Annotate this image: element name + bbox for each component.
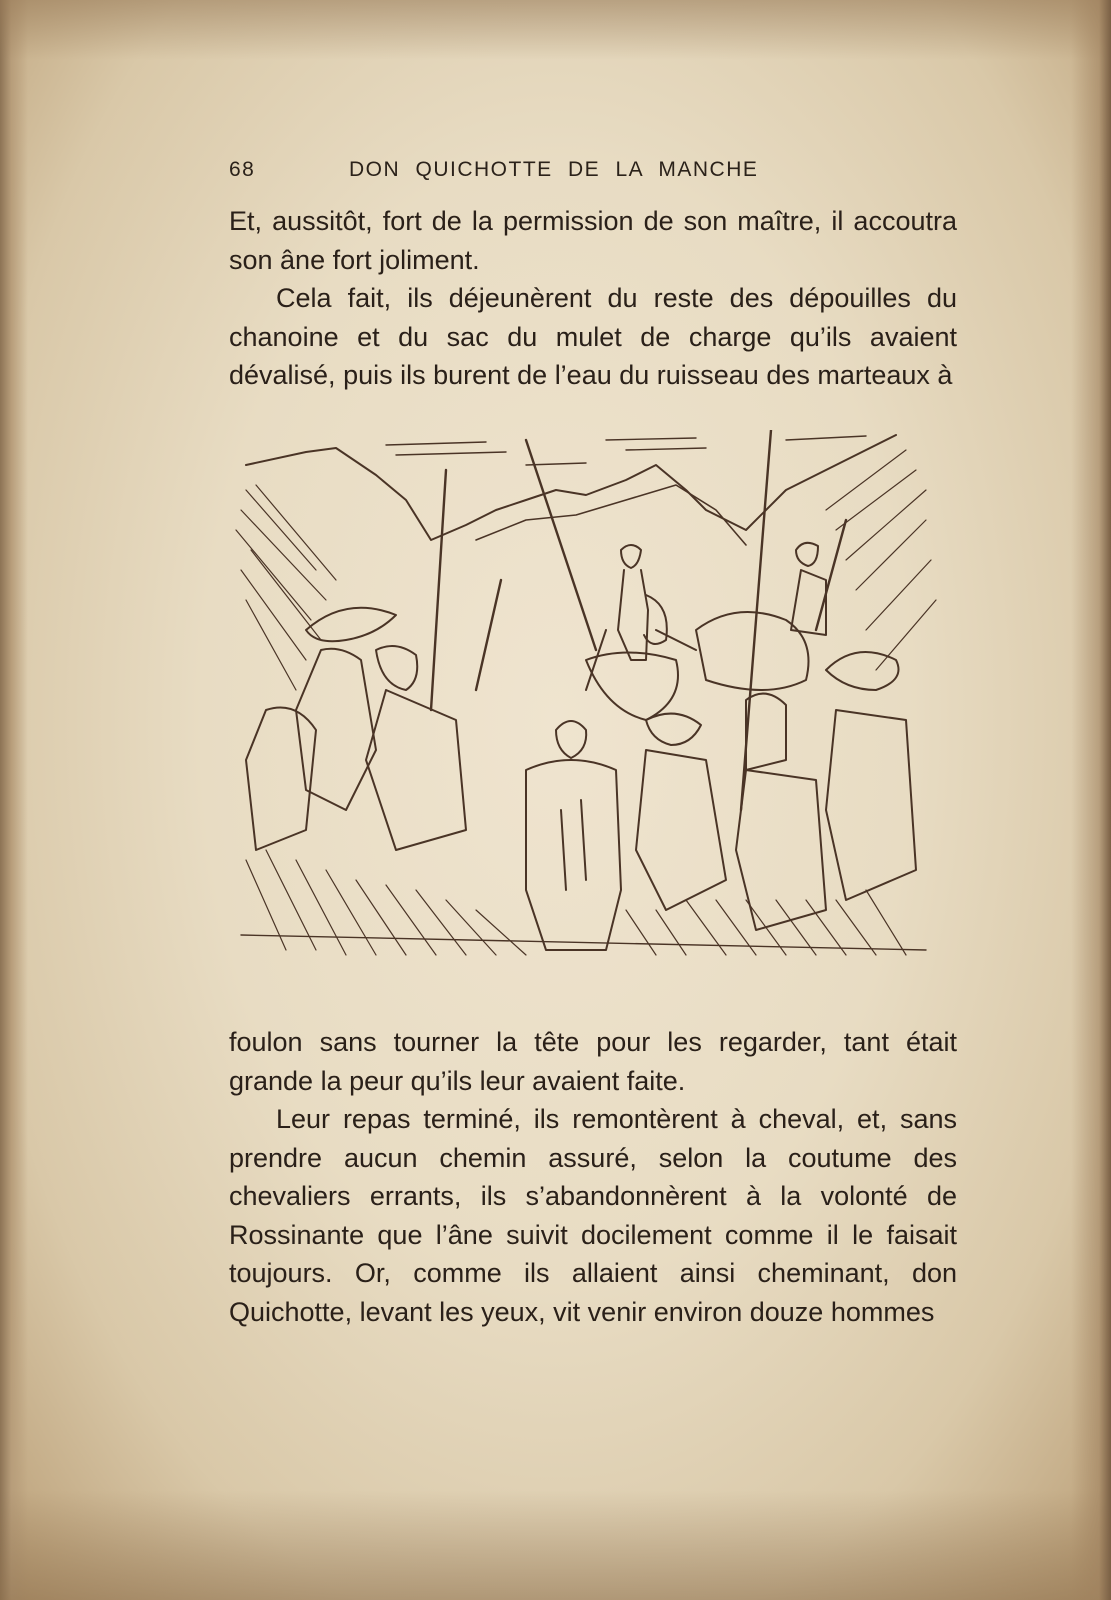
ground-line	[241, 935, 926, 950]
slope-hatching	[236, 450, 936, 690]
text-block-top	[229, 202, 957, 395]
sky-hatching	[386, 436, 866, 465]
ground-hatching	[246, 850, 906, 955]
mountain-ridge	[246, 435, 896, 540]
sketch-illustration	[226, 430, 946, 985]
crowd-center-figure	[526, 721, 621, 950]
page-number: 68	[229, 158, 256, 181]
mountain-ridge	[476, 485, 746, 545]
running-title: DON QUICHOTTE DE LA MANCHE	[349, 158, 759, 181]
paragraph: Cela fait, ils déjeunèrent du reste des dépouilles du chanoine et du sac du mulet de charge qu’ils avaient dévalisé, puis ils burent de l’eau du ruisseau des marteaux à	[229, 283, 957, 390]
rider-knight	[586, 545, 696, 720]
paragraph: Et, aussitôt, fort de la permission de son maître, il accoutra son âne fort joliment.	[229, 206, 957, 275]
page-edge-shadow	[0, 1490, 1111, 1600]
paragraph: foulon sans tourner la tête pour les regarder, tant était grande la peur qu’ils leur avaient faite.	[229, 1027, 957, 1096]
page-edge-shadow	[0, 0, 1111, 60]
crowd-right	[636, 652, 916, 930]
paragraph: Leur repas terminé, ils remontèrent à cheval, et, sans prendre aucun chemin assuré, selon la coutume des chevaliers errants, ils s’abandonnèrent à la volonté de Rossinante que l’âne suivit docilement comme il le faisait toujours. Or, comme ils allaient ainsi cheminant, don Quichotte, levant les yeux, vit venir environ douze hommes	[229, 1104, 957, 1327]
text-block-bottom	[229, 1023, 957, 1331]
crowd-left	[246, 608, 466, 850]
